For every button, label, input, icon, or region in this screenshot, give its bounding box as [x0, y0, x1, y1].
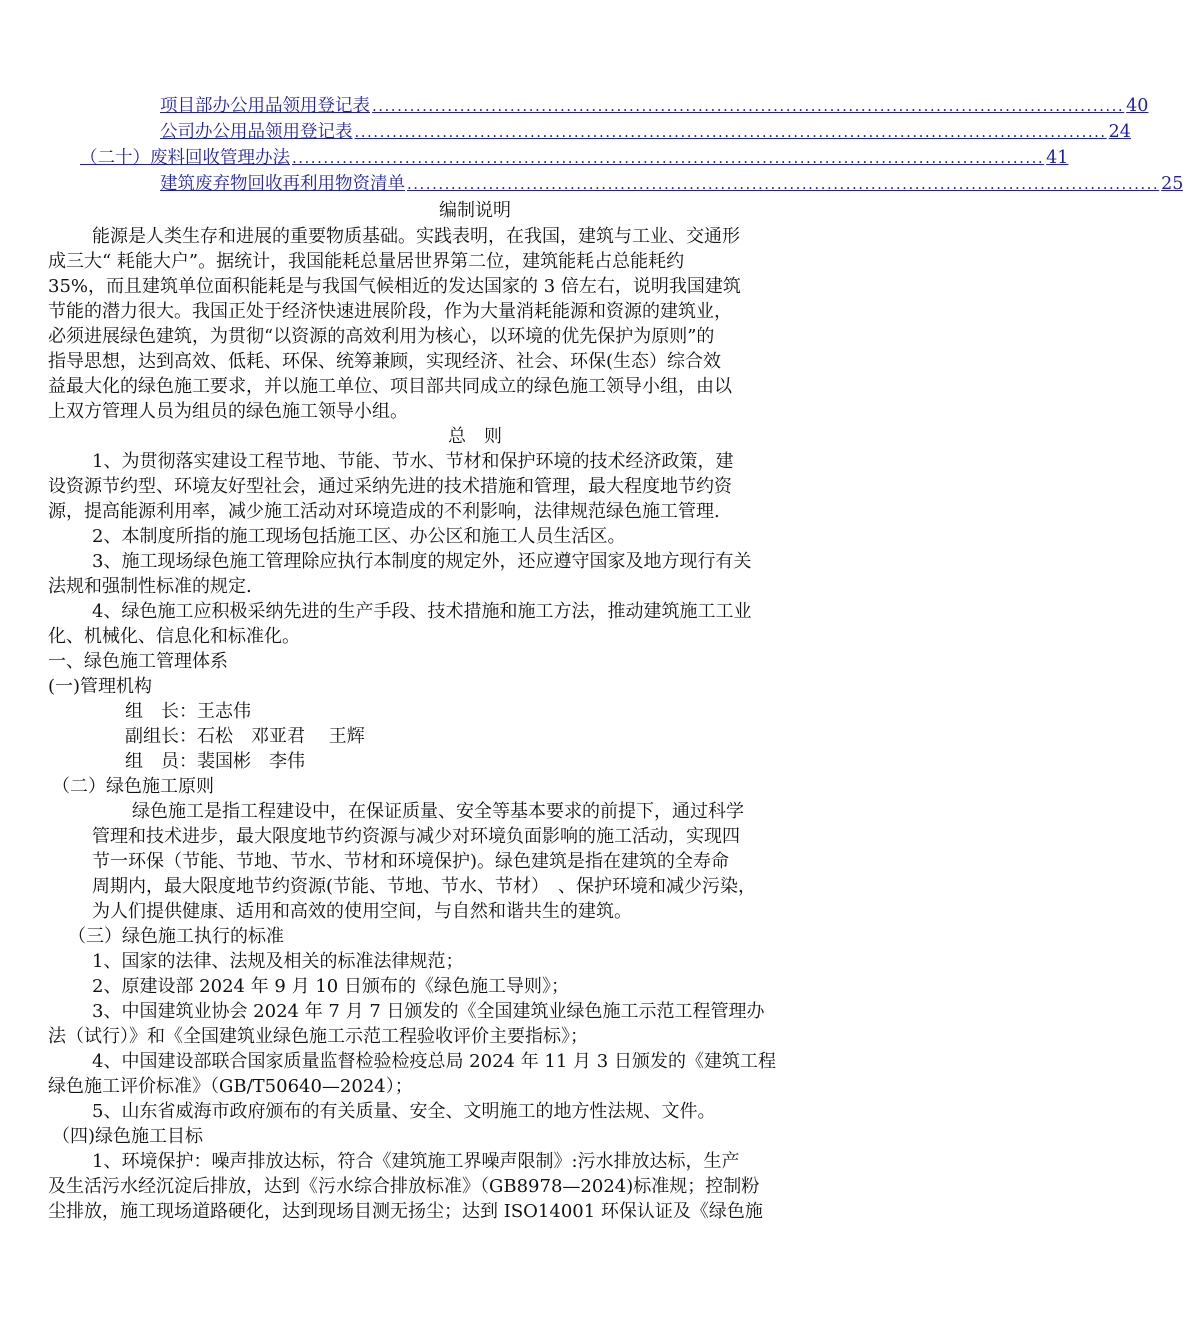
paragraph-line: 管理和技术进步，最大限度地节约资源与减少对环境负面影响的施工活动，实现四: [92, 826, 740, 847]
section-heading: 一、绿色施工管理体系: [48, 651, 228, 672]
paragraph-line: 1、为贯彻落实建设工程节地、节能、节水、节材和保护环境的技术经济政策，建: [92, 451, 734, 472]
subsection-heading: （三）绿色施工执行的标准: [68, 926, 284, 947]
toc-entry-title: （二十）废料回收管理办法: [80, 148, 290, 168]
paragraph-line: 绿色施工是指工程建设中，在保证质量、安全等基本要求的前提下，通过科学: [132, 801, 744, 822]
section-heading: 编制说明: [439, 200, 511, 221]
paragraph-line: 5、山东省威海市政府颁布的有关质量、安全、文明施工的地方性法规、文件。: [92, 1101, 716, 1122]
toc-entry[interactable]: [80, 146, 1069, 170]
paragraph-line: 必须进展绿色建筑，为贯彻“以资源的高效利用为核心，以环境的优先保护为原则”的: [48, 326, 715, 347]
subsection-heading: (一)管理机构: [48, 676, 153, 697]
paragraph-line: 益最大化的绿色施工要求，并以施工单位、项目部共同成立的绿色施工领导小组，由以: [48, 376, 732, 397]
member-line: 副组长：石松 邓亚君 王辉: [125, 726, 365, 747]
toc-entry-page: 40: [1126, 96, 1149, 116]
toc-entry[interactable]: [160, 172, 1183, 196]
paragraph-line: 上双方管理人员为组员的绿色施工领导小组。: [48, 401, 408, 422]
paragraph-line: 4、中国建设部联合国家质量监督检验检疫总局 2024 年 11 月 3 日颁发的《建筑工程: [92, 1051, 776, 1072]
paragraph-line: 1、国家的法律、法规及相关的标准法律规范；: [92, 951, 464, 972]
paragraph-line: 能源是人类生存和进展的重要物质基础。实践表明，在我国，建筑与工业、交通形: [92, 226, 740, 247]
subsection-heading: （二）绿色施工原则: [52, 776, 214, 797]
toc-entry-page: 24: [1108, 122, 1131, 142]
paragraph-line: 1、环境保护：噪声排放达标，符合《建筑施工界噪声限制》:污水排放达标，生产: [92, 1151, 740, 1172]
toc-entry-title: 项目部办公用品领用登记表: [160, 96, 370, 116]
toc-entry[interactable]: [160, 120, 1131, 144]
paragraph-line: 化、机械化、信息化和标准化。: [48, 626, 300, 647]
toc-entry-title: 公司办公用品领用登记表: [160, 122, 353, 142]
toc-entry-page: 41: [1046, 148, 1069, 168]
paragraph-line: 3、中国建筑业协会 2024 年 7 月 7 日颁发的《全国建筑业绿色施工示范工程管理办: [92, 1001, 765, 1022]
member-line: 组 长：王志伟: [125, 701, 251, 722]
toc-leader-dots: ........................................................................................................................: [292, 149, 1045, 167]
subsection-heading: （四)绿色施工目标: [52, 1126, 204, 1147]
paragraph-line: 法（试行）》和《全国建筑业绿色施工示范工程验收评价主要指标》；: [48, 1026, 588, 1047]
toc-leader-dots: ........................................................................................................................: [407, 175, 1160, 193]
paragraph-line: 周期内，最大限度地节约资源(节能、节地、节水、节材） 、保护环境和减少污染，: [92, 876, 757, 897]
paragraph-line: 为人们提供健康、适用和高效的使用空间，与自然和谐共生的建筑。: [92, 901, 632, 922]
toc-entry[interactable]: [160, 94, 1149, 118]
paragraph-line: 节一环保（节能、节地、节水、节材和环境保护)。绿色建筑是指在建筑的全寿命: [92, 851, 730, 872]
paragraph-line: 4、绿色施工应积极采纳先进的生产手段、技术措施和施工方法，推动建筑施工工业: [92, 601, 752, 622]
paragraph-line: 及生活污水经沉淀后排放，达到《污水综合排放标准》（GB8978—2024)标准规；控制粉: [48, 1176, 760, 1197]
toc-leader-dots: ........................................................................................................................: [372, 97, 1125, 115]
paragraph-line: 绿色施工评价标准》（GB/T50640—2024）；: [48, 1076, 413, 1097]
paragraph-line: 指导思想，达到高效、低耗、环保、统筹兼顾，实现经济、社会、环保(生态）综合效: [48, 351, 722, 372]
paragraph-line: 成三大“ 耗能大户”。据统计，我国能耗总量居世界第二位，建筑能耗占总能耗约: [48, 251, 685, 272]
section-heading: 总 则: [448, 426, 502, 447]
paragraph-line: 节能的潜力很大。我国正处于经济快速进展阶段，作为大量消耗能源和资源的建筑业，: [48, 301, 732, 322]
toc-entry-title: 建筑废弃物回收再利用物资清单: [160, 174, 405, 194]
paragraph-line: 源，提高能源利用率，减少施工活动对环境造成的不利影响，法律规范绿色施工管理.: [48, 501, 720, 522]
paragraph-line: 法规和强制性标准的规定.: [48, 576, 252, 597]
paragraph-line: 2、原建设部 2024 年 9 月 10 日颁布的《绿色施工导则》；: [92, 976, 569, 997]
toc-leader-dots: ........................................................................................................................: [354, 123, 1107, 141]
paragraph-line: 3、施工现场绿色施工管理除应执行本制度的规定外，还应遵守国家及地方现行有关: [92, 551, 752, 572]
paragraph-line: 35%，而且建筑单位面积能耗是与我国气候相近的发达国家的 3 倍左右，说明我国建筑: [48, 276, 741, 297]
toc-entry-page: 25: [1161, 174, 1183, 194]
paragraph-line: 2、本制度所指的施工现场包括施工区、办公区和施工人员生活区。: [92, 526, 626, 547]
paragraph-line: 尘排放，施工现场道路硬化，达到现场目测无扬尘；达到 ISO14001 环保认证及《绿色施: [48, 1201, 763, 1222]
member-line: 组 员：裴国彬 李伟: [125, 751, 305, 772]
paragraph-line: 设资源节约型、环境友好型社会，通过采纳先进的技术措施和管理，最大程度地节约资: [48, 476, 732, 497]
